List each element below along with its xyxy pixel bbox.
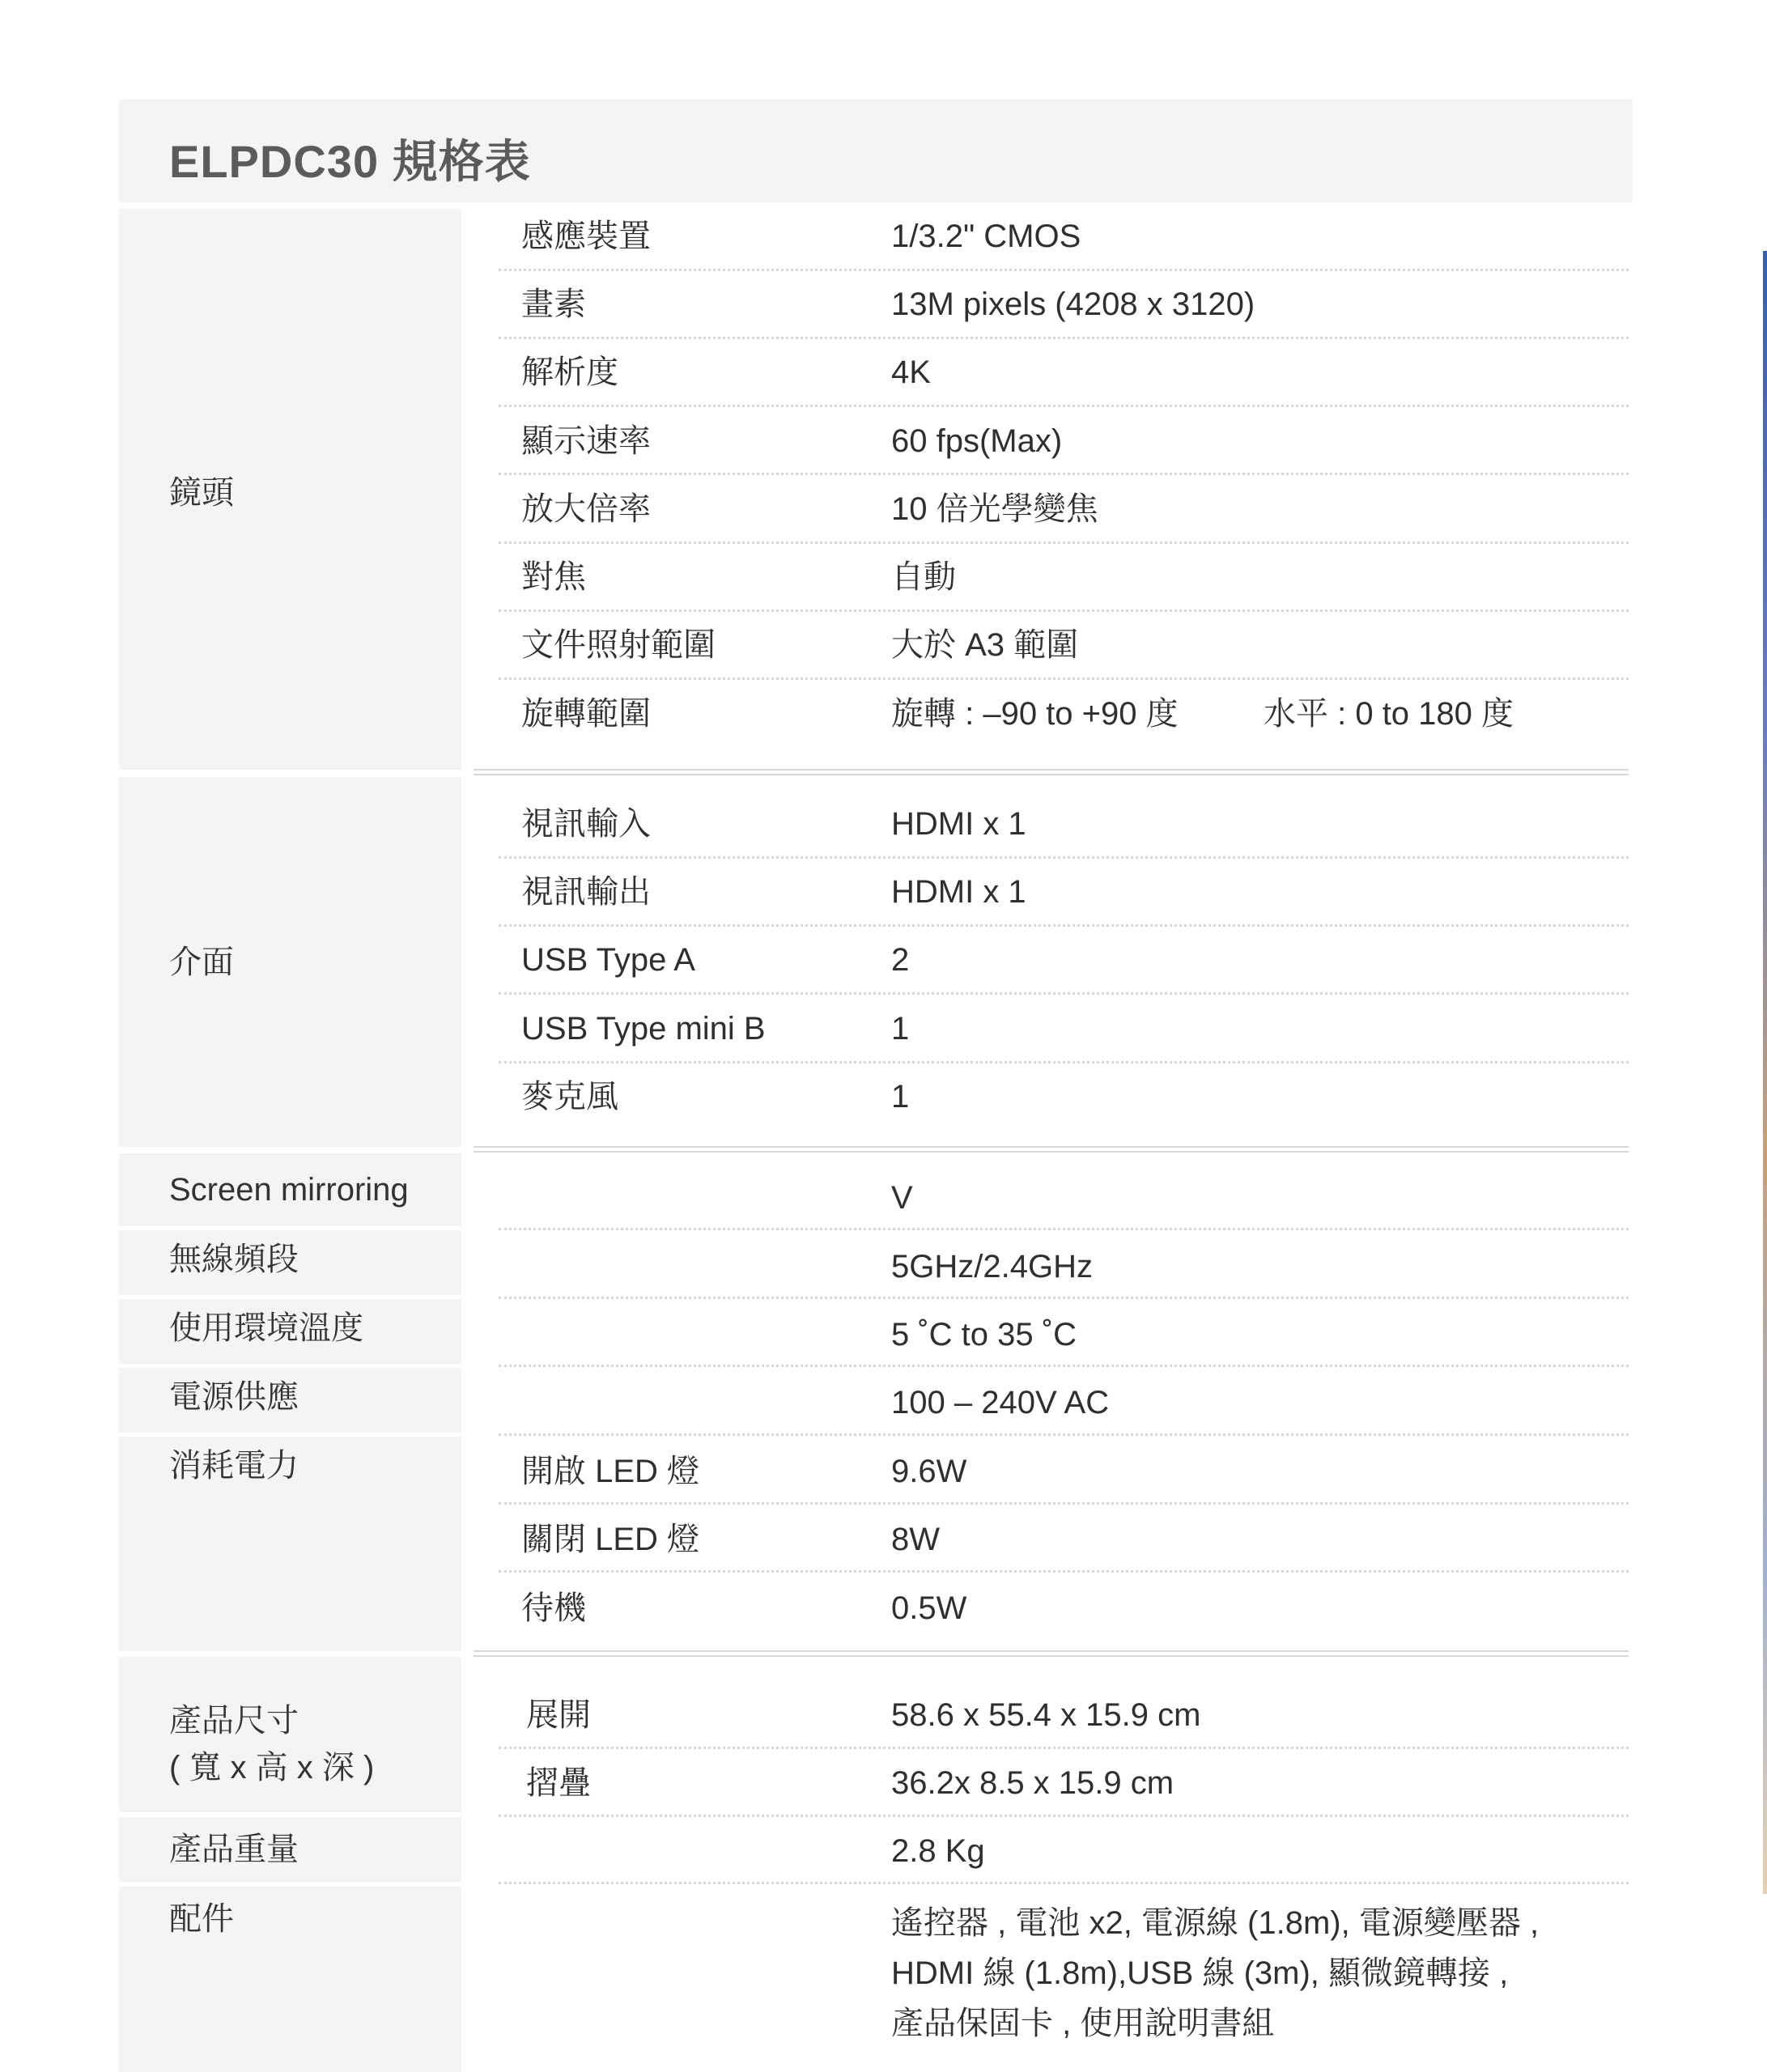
spec-value: 0.5W [891,1590,967,1626]
row-divider [499,1433,1629,1436]
accessories-line: 遙控器 , 電池 x2, 電源線 (1.8m), 電源變壓器 , [891,1905,1540,1941]
spec-value: V [891,1180,913,1216]
spec-value: 自動 [891,559,956,595]
row-divider [499,541,1629,544]
row-divider [499,992,1629,995]
spec-key: 摺疊 [526,1765,591,1801]
accessories-line: HDMI 線 (1.8m),USB 線 (3m), 顯微鏡轉接 , [891,1955,1509,1991]
spec-value: 2 [891,942,910,978]
category-label: Screen mirroring [169,1172,409,1208]
spec-key: 旋轉範圍 [521,696,651,732]
category-label-sub: ( 寬 x 高 x 深 ) [169,1750,375,1785]
spec-value: 8W [891,1522,940,1557]
category-power-consumption [119,1437,461,1651]
category-interface [119,777,461,1147]
row-divider [499,1228,1629,1230]
spec-value: 58.6 x 55.4 x 15.9 cm [891,1697,1201,1733]
row-divider [499,609,1629,612]
category-wireless-band [119,1230,461,1295]
section-divider [474,1146,1629,1153]
row-divider [499,856,1629,859]
row-divider [499,269,1629,271]
row-divider [499,1297,1629,1299]
category-screen-mirroring [119,1153,461,1226]
category-label: 無線頻段 [169,1242,299,1277]
title-bar [119,100,1633,202]
row-divider [499,1882,1629,1884]
spec-key: 麥克風 [521,1079,618,1115]
spec-key: 視訊輸出 [521,874,651,910]
spec-key: 對焦 [521,559,586,595]
category-weight [119,1817,461,1882]
row-divider [499,1815,1629,1817]
spec-key: 畫素 [521,287,586,322]
spec-value-secondary: 水平 : 0 to 180 度 [1264,696,1514,732]
category-temperature [119,1299,461,1364]
spec-value: 旋轉 : –90 to +90 度 [891,696,1179,732]
spec-key: 開啟 LED 燈 [521,1454,700,1489]
category-label: 產品尺寸 [169,1703,299,1739]
spec-value: 1 [891,1011,910,1047]
spec-value: HDMI x 1 [891,806,1026,842]
category-lens [119,209,461,770]
category-label: 產品重量 [169,1832,299,1867]
category-power-supply [119,1368,461,1433]
row-divider [499,1365,1629,1367]
spec-value: 9.6W [891,1454,967,1489]
row-divider [499,1502,1629,1505]
spec-value: 2.8 Kg [891,1833,985,1869]
spec-key: USB Type A [521,942,695,978]
row-divider [499,473,1629,475]
row-divider [499,405,1629,407]
category-label: 電源供應 [169,1379,299,1415]
spec-key: 關閉 LED 燈 [521,1522,700,1557]
spec-key: 感應裝置 [521,219,651,254]
category-accessories [119,1887,461,2072]
category-dimensions [119,1657,461,1812]
spec-value: 60 fps(Max) [891,423,1063,459]
row-divider [499,1061,1629,1064]
spec-value: 100 – 240V AC [891,1385,1110,1420]
spec-value: 1/3.2" CMOS [891,219,1081,254]
spec-value: 4K [891,355,931,390]
spec-value: 大於 A3 範圍 [891,627,1079,663]
section-divider [474,769,1629,775]
accessories-line: 產品保固卡 , 使用說明書組 [891,2006,1275,2041]
spec-key: 視訊輸入 [521,806,651,842]
spec-key: 展開 [526,1697,591,1733]
spec-key: 文件照射範圍 [521,627,716,663]
row-divider [499,337,1629,339]
spec-value: 5 ˚C to 35 ˚C [891,1317,1077,1352]
row-divider [499,1747,1629,1749]
category-label: 使用環境溫度 [169,1310,363,1346]
spec-value: 13M pixels (4208 x 3120) [891,287,1255,322]
row-divider [499,677,1629,680]
spec-value: HDMI x 1 [891,874,1026,910]
row-divider [499,924,1629,927]
spec-key: USB Type mini B [521,1011,766,1047]
spec-key: 待機 [521,1590,586,1626]
section-divider [474,1650,1629,1657]
category-label: 鏡頭 [169,475,234,511]
row-divider [499,1570,1629,1573]
category-label: 配件 [169,1901,234,1937]
page-title: ELPDC30 規格表 [169,136,531,187]
spec-key: 解析度 [521,355,618,390]
scrollbar[interactable] [1763,251,1767,1894]
spec-value: 1 [891,1079,910,1115]
spec-key: 顯示速率 [521,423,651,459]
spec-value: 10 倍光學變焦 [891,491,1098,527]
category-label: 消耗電力 [169,1448,299,1484]
spec-value: 36.2x 8.5 x 15.9 cm [891,1765,1174,1801]
spec-key: 放大倍率 [521,491,651,527]
spec-value: 5GHz/2.4GHz [891,1249,1093,1284]
category-label: 介面 [169,945,234,980]
